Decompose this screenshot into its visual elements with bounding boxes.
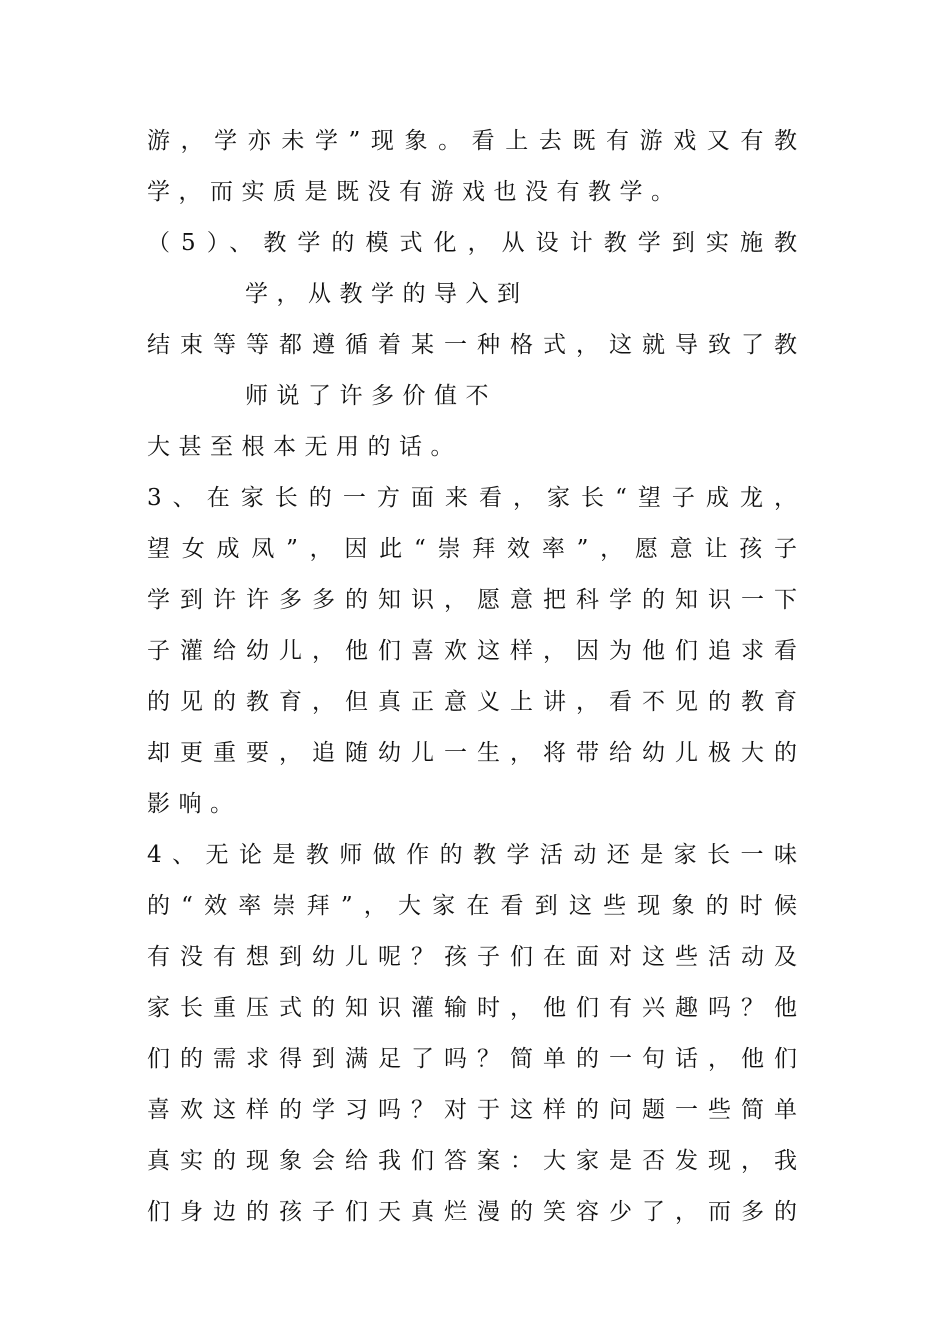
text-line: 们身边的孩子们天真烂漫的笑容少了，而多的 [147,1199,797,1225]
text-line: 学，从教学的导入到 [245,281,529,307]
text-line: 4、无论是教师做作的教学活动还是家长一味 [147,842,797,868]
text-line: 却更重要，追随幼儿一生，将带给幼儿极大的 [147,740,797,766]
text-line: 大甚至根本无用的话。 [147,434,462,460]
text-line: 喜欢这样的学习吗？对于这样的问题一些简单 [147,1097,797,1123]
text-line: 望女成凤”，因此“崇拜效率”，愿意让孩子 [147,536,797,562]
text-line: 家长重压式的知识灌输时，他们有兴趣吗？他 [147,995,797,1021]
text-line: 子灌给幼儿，他们喜欢这样，因为他们追求看 [147,638,797,664]
text-line: （5）、教学的模式化，从设计教学到实施教 [147,230,797,256]
text-line: 学，而实质是既没有游戏也没有教学。 [147,179,683,205]
text-line: 师说了许多价值不 [245,383,497,409]
text-line: 结束等等都遵循着某一种格式，这就导致了教 [147,332,797,358]
text-line: 的“效率崇拜”，大家在看到这些现象的时候 [147,893,797,919]
text-line: 真实的现象会给我们答案：大家是否发现，我 [147,1148,797,1174]
text-line: 影响。 [147,791,242,817]
text-line: 的见的教育，但真正意义上讲，看不见的教育 [147,689,797,715]
text-line: 3、在家长的一方面来看，家长“望子成龙， [147,485,797,511]
text-line: 们的需求得到满足了吗？简单的一句话，他们 [147,1046,797,1072]
text-line: 游，学亦未学”现象。看上去既有游戏又有教 [147,128,797,154]
text-line: 学到许许多多的知识，愿意把科学的知识一下 [147,587,797,613]
text-line: 有没有想到幼儿呢？孩子们在面对这些活动及 [147,944,797,970]
